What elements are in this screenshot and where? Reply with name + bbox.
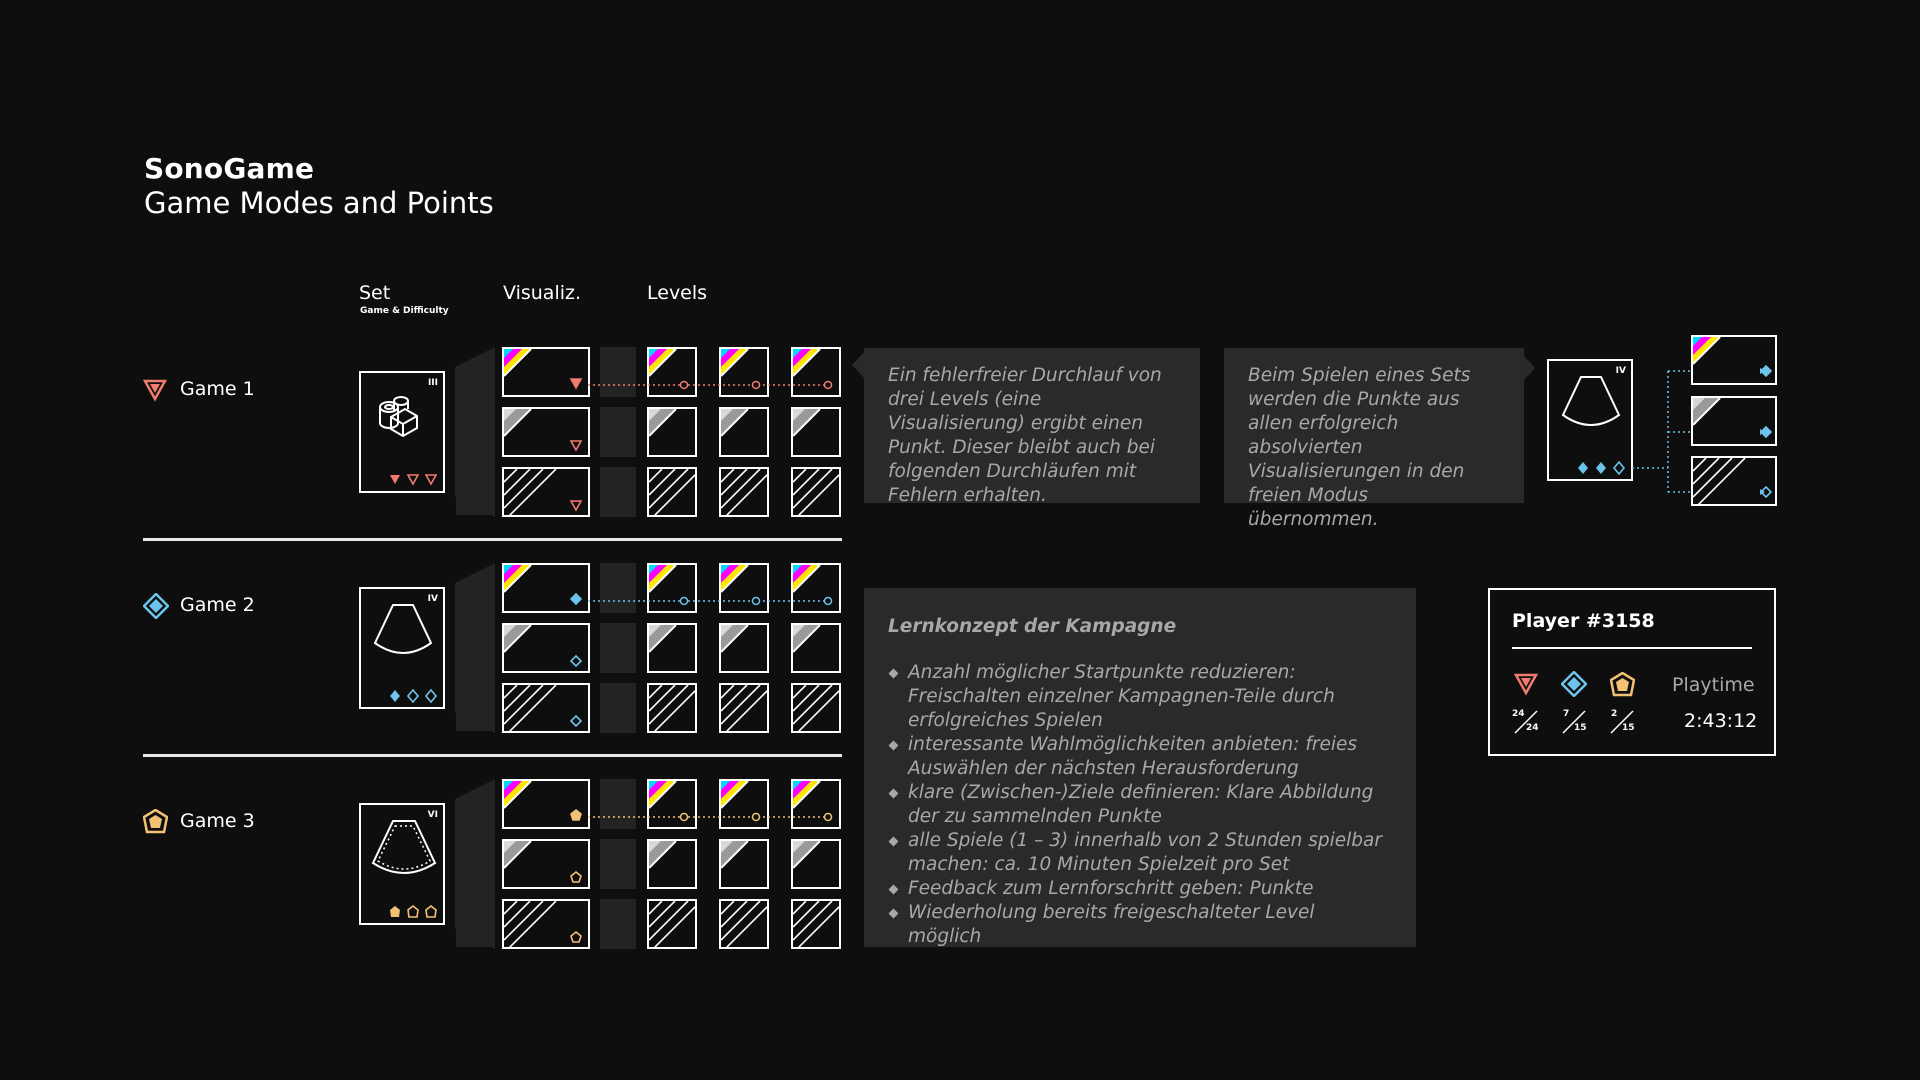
game2-label[interactable]: Game 2	[180, 594, 255, 616]
set-gap	[456, 409, 492, 455]
column-set-subheader: Game & Difficulty	[360, 306, 449, 316]
game1-label[interactable]: Game 1	[180, 378, 255, 400]
set-roman-game1: III	[427, 378, 438, 388]
learning-concept-list	[888, 661, 1392, 949]
visualization-thumbnail[interactable]	[502, 899, 590, 949]
set-roman-game3: VI	[427, 810, 438, 820]
app-title: SonoGame	[144, 152, 315, 185]
set-roman-game2: IV	[427, 594, 438, 604]
level-thumbnail[interactable]	[791, 407, 841, 457]
vis-gap	[600, 839, 636, 889]
level-thumbnail[interactable]	[719, 839, 769, 889]
level-thumbnail[interactable]	[719, 407, 769, 457]
fan-scan-dotted-icon	[369, 819, 439, 881]
visualization-thumbnail[interactable]	[502, 467, 590, 517]
set-gap	[456, 901, 492, 947]
note-free-mode	[1224, 348, 1524, 530]
fan-scan-icon	[371, 603, 435, 661]
vis-gap	[600, 623, 636, 673]
free-mode-visualization[interactable]	[1691, 396, 1777, 446]
learning-concept-panel	[864, 588, 1416, 947]
set-card-game3[interactable]	[359, 803, 445, 925]
probe-icon	[375, 389, 425, 439]
level-thumbnail[interactable]	[791, 899, 841, 949]
set-points-diamonds	[389, 689, 439, 703]
vis-gap	[600, 683, 636, 733]
level-thumbnail[interactable]	[719, 899, 769, 949]
visualization-thumbnail[interactable]	[502, 839, 590, 889]
visualization-thumbnail[interactable]	[502, 347, 590, 397]
set-card-game2[interactable]	[359, 587, 445, 709]
game3-pentagon-icon	[143, 809, 168, 834]
game-separator	[143, 538, 842, 541]
note-points-rule	[864, 348, 1200, 506]
game-separator	[143, 754, 842, 757]
game1-triangle-icon	[143, 378, 167, 402]
set-gap	[456, 841, 492, 887]
free-mode-visualization[interactable]	[1691, 456, 1777, 506]
free-mode-points-diamonds	[1577, 461, 1627, 475]
list-item: Wiederholung bereits freigeschalteter Level möglich	[888, 901, 1392, 949]
vis-gap	[600, 467, 636, 517]
list-item: Feedback zum Lernforschritt geben: Punkte	[888, 877, 1392, 901]
level-thumbnail[interactable]	[791, 839, 841, 889]
fan-scan-icon	[1559, 375, 1623, 433]
level-thumbnail[interactable]	[647, 683, 697, 733]
column-set-header: Set	[359, 282, 391, 304]
visualization-thumbnail[interactable]	[502, 683, 590, 733]
visualization-thumbnail[interactable]	[502, 623, 590, 673]
set-points-triangles	[389, 473, 439, 487]
level-thumbnail[interactable]	[647, 899, 697, 949]
list-item: interessante Wahlmöglichkeiten anbieten: freies Auswählen der nächsten Herausforderung	[888, 733, 1392, 781]
score-fraction: 24 24	[1512, 709, 1539, 733]
list-item: klare (Zwischen-)Ziele definieren: Klare Abbildung der zu sammelnden Punkte	[888, 781, 1392, 829]
level-thumbnail[interactable]	[719, 683, 769, 733]
player-divider	[1512, 647, 1752, 649]
note-free-mode-text: Beim Spielen eines Sets werden die Punkte aus allen erfolgreich absolvierten Visualisierungen in den freien Modus übernommen.	[1248, 365, 1471, 530]
set-gap	[456, 685, 492, 731]
level-thumbnail[interactable]	[791, 467, 841, 517]
level-thumbnail[interactable]	[647, 623, 697, 673]
level-thumbnail[interactable]	[647, 839, 697, 889]
visualization-thumbnail[interactable]	[502, 407, 590, 457]
level-progress-line	[582, 379, 852, 391]
score-fraction: 2 15	[1611, 709, 1635, 733]
free-mode-set-card[interactable]	[1547, 359, 1633, 481]
score-fraction: 7 15	[1563, 709, 1587, 733]
set-gap	[456, 469, 492, 515]
player-name: Player #3158	[1512, 610, 1655, 632]
level-thumbnail[interactable]	[647, 467, 697, 517]
triangle-icon	[1514, 672, 1538, 696]
learning-concept-title: Lernkonzept der Kampagne	[888, 616, 1177, 637]
page-subtitle: Game Modes and Points	[144, 186, 494, 220]
set-card-game1[interactable]	[359, 371, 445, 493]
playtime-label: Playtime	[1672, 674, 1755, 696]
game2-diamond-icon	[143, 593, 169, 619]
note-points-rule-text: Ein fehlerfreier Durchlauf von drei Levels (eine Visualisierung) ergibt einen Punkt. Dieser bleibt auch bei folgenden Durchläufen mit Fehlern erhalten.	[888, 365, 1162, 506]
level-thumbnail[interactable]	[719, 623, 769, 673]
level-thumbnail[interactable]	[719, 467, 769, 517]
level-thumbnail[interactable]	[647, 407, 697, 457]
game3-label[interactable]: Game 3	[180, 810, 255, 832]
set-gap	[456, 625, 492, 671]
player-panel	[1488, 588, 1776, 756]
vis-gap	[600, 899, 636, 949]
level-progress-line	[582, 595, 852, 607]
playtime-value: 2:43:12	[1684, 710, 1758, 732]
free-mode-roman: IV	[1615, 366, 1626, 376]
visualization-thumbnail[interactable]	[502, 563, 590, 613]
diamond-icon	[1561, 671, 1587, 697]
level-thumbnail[interactable]	[791, 623, 841, 673]
note2-pointer	[1523, 355, 1535, 381]
column-visualiz-header: Visualiz.	[503, 282, 582, 304]
level-progress-line	[582, 811, 852, 823]
list-item: Anzahl möglicher Startpunkte reduzieren: Freischalten einzelner Kampagnen-Teile durch erfolgreiches Spielen	[888, 661, 1392, 733]
level-thumbnail[interactable]	[791, 683, 841, 733]
column-levels-header: Levels	[647, 282, 708, 304]
visualization-thumbnail[interactable]	[502, 779, 590, 829]
pentagon-icon	[1610, 672, 1635, 697]
set-points-pentagons	[389, 905, 439, 919]
free-mode-visualization[interactable]	[1691, 335, 1777, 385]
vis-gap	[600, 407, 636, 457]
list-item: alle Spiele (1 – 3) innerhalb von 2 Stunden spielbar machen: ca. 10 Minuten Spielzeit pro Set	[888, 829, 1392, 877]
